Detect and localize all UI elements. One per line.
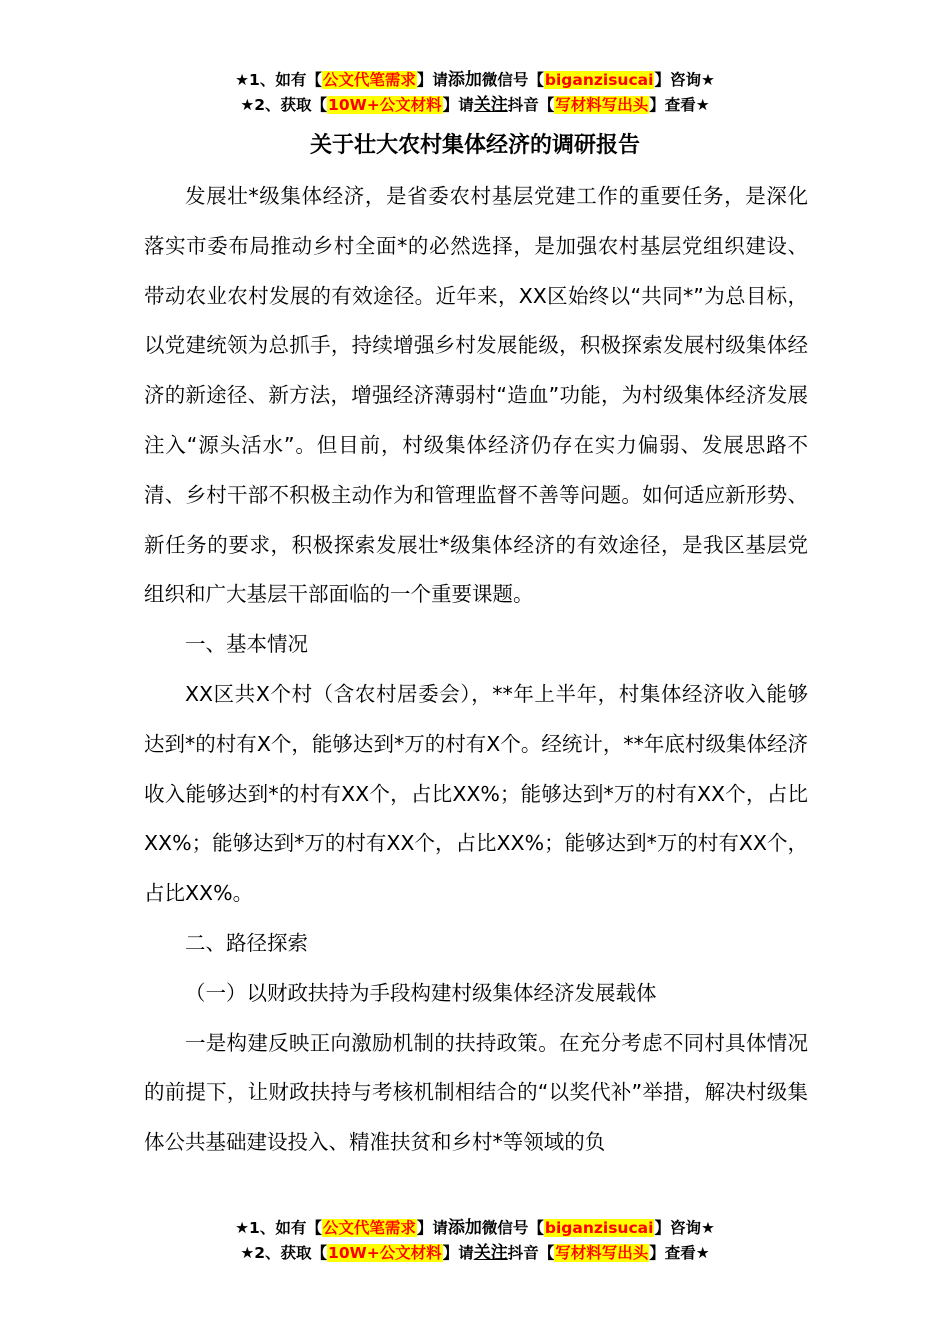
- banner-highlight-douyin: 写材料写出头: [555, 96, 649, 114]
- paragraph-basic: XX区共X个村（含农村居委会），**年上半年，村集体经济收入能够达到*的村有X个，能够达到*万的村有X个。经统计，**年底村级集体经济收入能够达到*的村有XX个，占比XX%；能够达到*万的村有XX个，占比XX%；能够达到*万的村有XX个，占比XX%；能够达到*万的村有XX个，占比XX%。: [144, 681, 808, 906]
- banner-text: 】查看★: [649, 96, 710, 114]
- document-title: 关于壮大农村集体经济的调研报告: [309, 133, 640, 158]
- banner-text: 抖音【: [507, 96, 555, 114]
- banner-text: 】请: [416, 1219, 448, 1237]
- section-heading-path: 二、路径探索: [185, 930, 308, 955]
- document-body: [144, 172, 808, 1168]
- banner-line-2: [0, 93, 950, 118]
- section-heading-basic: 一、基本情况: [185, 632, 308, 657]
- banner-line-1: [0, 68, 950, 93]
- banner-highlight-douyin: 写材料写出头: [555, 1244, 649, 1262]
- banner-highlight: 10W+公文材料: [328, 96, 442, 114]
- banner-text: 】咨询★: [654, 71, 715, 89]
- subsection-heading: （一）以财政扶持为手段构建村级集体经济发展载体: [185, 980, 657, 1005]
- banner-line-1: [0, 1216, 950, 1241]
- banner-text: 】请: [416, 71, 448, 89]
- banner-highlight-wechat: biganzisucai: [544, 71, 654, 89]
- banner-highlight: 公文代笔需求: [322, 1219, 416, 1237]
- banner-text: ★2、获取【: [240, 1244, 328, 1262]
- banner-text: ★2、获取【: [240, 96, 328, 114]
- banner-line-2: [0, 1241, 950, 1266]
- banner-emphasis: 添加: [447, 70, 482, 90]
- banner-text: 】请: [442, 1244, 474, 1262]
- banner-text: ★1、如有【: [235, 1219, 322, 1237]
- banner-highlight: 公文代笔需求: [322, 71, 416, 89]
- header-banner: [0, 68, 950, 118]
- banner-text: 】咨询★: [654, 1219, 715, 1237]
- banner-emphasis: 关注: [473, 1243, 508, 1263]
- banner-text: 微信号【: [481, 1219, 544, 1237]
- paragraph-policy: 一是构建反映正向激励机制的扶持政策。在充分考虑不同村具体情况的前提下，让财政扶持与考核机制相结合的“以奖代补”举措，解决村级集体公共基础建设投入、精准扶贫和乡村*等领域的负: [144, 1030, 808, 1155]
- banner-text: ★1、如有【: [235, 71, 322, 89]
- banner-text: 】请: [442, 96, 474, 114]
- banner-highlight-wechat: biganzisucai: [544, 1219, 654, 1237]
- banner-text: 微信号【: [481, 71, 544, 89]
- banner-highlight: 10W+公文材料: [328, 1244, 442, 1262]
- banner-emphasis: 关注: [473, 95, 508, 115]
- banner-text: 】查看★: [649, 1244, 710, 1262]
- banner-emphasis: 添加: [447, 1218, 482, 1238]
- footer-banner: [0, 1216, 950, 1266]
- paragraph-intro: 发展壮*级集体经济，是省委农村基层党建工作的重要任务，是深化落实市委布局推动乡村全面*的必然选择，是加强农村基层党组织建设、带动农业农村发展的有效途径。近年来，XX区始终以“共同*”为总目标，以党建统领为总抓手，持续增强乡村发展能级，积极探索发展村级集体经济的新途径、新方法，增强经济薄弱村“造血”功能，为村级集体经济发展注入“源头活水”。但目前，村级集体经济仍存在实力偏弱、发展思路不清、乡村干部不积极主动作为和管理监督不善等问题。如何适应新形势、新任务的要求，积极探索发展壮*级集体经济的有效途径，是我区基层党组织和广大基层干部面临的一个重要课题。: [144, 184, 808, 607]
- banner-text: 抖音【: [507, 1244, 555, 1262]
